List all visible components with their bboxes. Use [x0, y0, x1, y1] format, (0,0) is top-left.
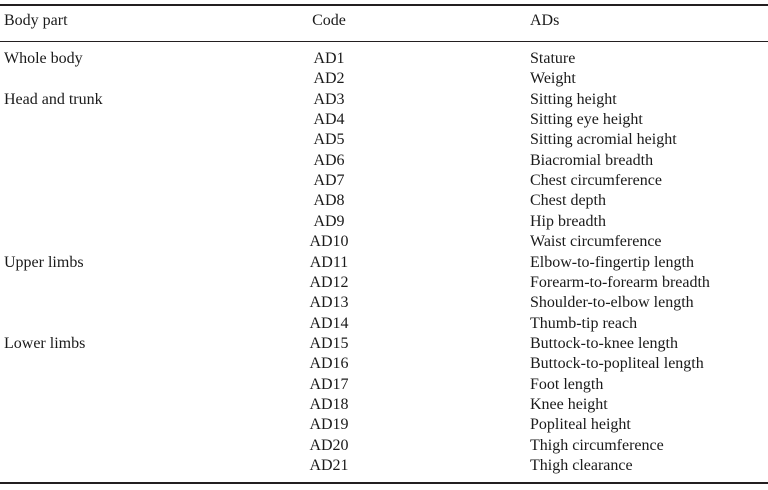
- header-code: Code: [312, 12, 346, 29]
- row-ad-name: Sitting acromial height: [530, 131, 677, 148]
- row-ad-name: Elbow-to-fingertip length: [530, 254, 694, 271]
- row-code: AD10: [309, 233, 349, 250]
- row-ad-name: Waist circumference: [530, 233, 662, 250]
- row-code: AD20: [309, 437, 349, 454]
- row-ad-name: Foot length: [530, 376, 604, 393]
- row-body-part: Lower limbs: [4, 335, 86, 352]
- row-code: AD9: [313, 213, 345, 230]
- header-body-part: Body part: [4, 12, 68, 29]
- row-ad-name: Biacromial breadth: [530, 152, 654, 169]
- row-ad-name: Thigh circumference: [530, 437, 664, 454]
- row-code: AD6: [313, 152, 345, 169]
- row-body-part: Upper limbs: [4, 254, 84, 271]
- header-ads: ADs: [530, 12, 560, 29]
- row-code: AD1: [313, 50, 345, 67]
- row-ad-name: Sitting eye height: [530, 111, 643, 128]
- row-body-part: Head and trunk: [4, 91, 103, 108]
- row-ad-name: Hip breadth: [530, 213, 606, 230]
- row-ad-name: Stature: [530, 50, 576, 67]
- row-code: AD18: [309, 396, 349, 413]
- row-code: AD13: [309, 294, 349, 311]
- row-ad-name: Shoulder-to-elbow length: [530, 294, 694, 311]
- row-ad-name: Thumb-tip reach: [530, 315, 638, 332]
- row-code: AD3: [313, 91, 345, 108]
- row-code: AD12: [309, 274, 349, 291]
- row-code: AD14: [309, 315, 349, 332]
- row-ad-name: Weight: [530, 70, 576, 87]
- row-ad-name: Forearm-to-forearm breadth: [530, 274, 710, 291]
- table-header-rule: [0, 41, 768, 42]
- row-ad-name: Chest depth: [530, 192, 606, 209]
- row-ad-name: Buttock-to-popliteal length: [530, 355, 704, 372]
- row-ad-name: Buttock-to-knee length: [530, 335, 678, 352]
- row-code: AD11: [309, 254, 349, 271]
- row-code: AD5: [313, 131, 345, 148]
- row-code: AD16: [309, 355, 349, 372]
- row-ad-name: Sitting height: [530, 91, 617, 108]
- row-code: AD19: [309, 416, 349, 433]
- row-code: AD17: [309, 376, 349, 393]
- row-code: AD4: [313, 111, 345, 128]
- row-ad-name: Thigh clearance: [530, 457, 633, 474]
- row-code: AD15: [309, 335, 349, 352]
- row-ad-name: Knee height: [530, 396, 608, 413]
- table-top-rule: [0, 4, 768, 6]
- table-bottom-rule: [0, 482, 768, 484]
- row-code: AD7: [313, 172, 345, 189]
- row-ad-name: Popliteal height: [530, 416, 631, 433]
- row-code: AD8: [313, 192, 345, 209]
- row-code: AD2: [313, 70, 345, 87]
- row-ad-name: Chest circumference: [530, 172, 662, 189]
- row-code: AD21: [309, 457, 349, 474]
- row-body-part: Whole body: [4, 50, 83, 67]
